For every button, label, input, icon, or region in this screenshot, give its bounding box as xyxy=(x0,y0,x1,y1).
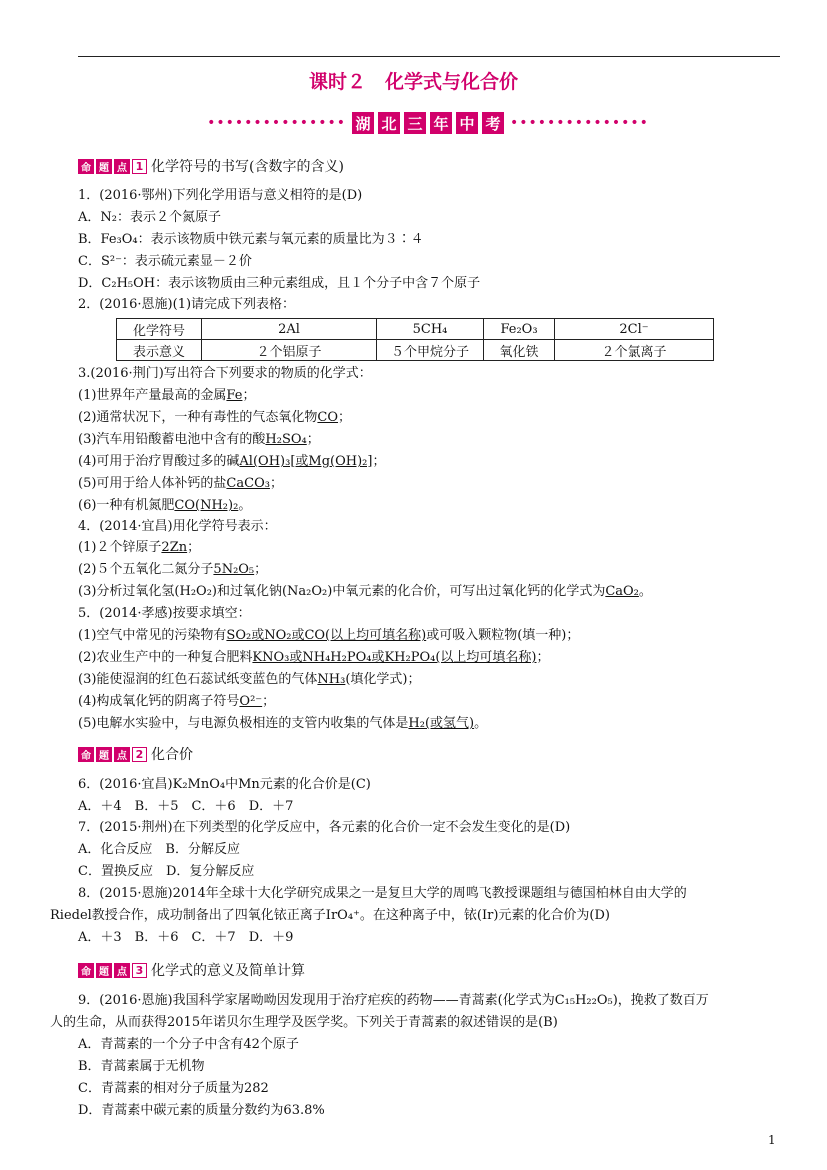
section-label: 化合价 xyxy=(151,747,193,763)
table-cell: 5CH₄ xyxy=(377,319,484,340)
table-cell: 表示意义 xyxy=(117,340,202,361)
question-8: 8．(2015·恩施)2014年全球十大化学研究成果之一是复旦大学的周鸣飞教授课题组与德国柏林自由大学的 xyxy=(78,886,687,901)
table-cell: 化学符号 xyxy=(117,319,202,340)
option-c: C．S²⁻：表示硫元素显－２价 xyxy=(78,254,252,269)
banner xyxy=(207,110,649,136)
section-tag-char: 点 xyxy=(114,963,130,978)
section-tag-char: 点 xyxy=(114,747,130,762)
banner-char: 考 xyxy=(482,112,504,134)
banner-char: 北 xyxy=(378,112,400,134)
section-header-2 xyxy=(78,744,193,764)
option-c: C．青蒿素的相对分子质量为282 xyxy=(78,1081,269,1096)
section-number: 1 xyxy=(132,159,147,174)
banner-char: 中 xyxy=(456,112,478,134)
section-tag-char: 题 xyxy=(96,159,112,174)
question-4: 4．(2014·宜昌)用化学符号表示： xyxy=(78,519,277,534)
answer-line: (2)通常状况下，一种有毒性的气态氧化物CO； xyxy=(78,410,352,425)
option-a: A．N₂：表示２个氮原子 xyxy=(78,210,221,225)
answer-line: (4)可用于治疗胃酸过多的碱Al(OH)₃[或Mg(OH)₂]； xyxy=(78,454,386,469)
table-cell: Fe₂O₃ xyxy=(484,319,555,340)
option-b: B．青蒿素属于无机物 xyxy=(78,1059,205,1074)
section-tag-char: 题 xyxy=(96,747,112,762)
answer-line: (1)空气中常见的污染物有SO₂或NO₂或CO(以上均可填名称)或可吸入颗粒物(填一种)； xyxy=(78,628,580,643)
question-6: 6．(2016·宜昌)K₂MnO₄中Mn元素的化合价是(C) xyxy=(78,777,371,792)
answer-line: (1)世界年产量最高的金属Fe； xyxy=(78,388,256,403)
section-tag-char: 命 xyxy=(78,963,94,978)
section-tag-char: 命 xyxy=(78,159,94,174)
banner-char: 年 xyxy=(430,112,452,134)
table-row xyxy=(117,340,714,361)
section-tag-char: 点 xyxy=(114,159,130,174)
answer-line: (3)分析过氧化氢(H₂O₂)和过氧化钠(Na₂O₂)中氧元素的化合价，可写出过氧化钙的化学式为CaO₂。 xyxy=(78,584,652,599)
answer-line: (1)２个锌原子2Zn； xyxy=(78,540,201,555)
question-7: 7．(2015·荆州)在下列类型的化学反应中，各元素的化合价一定不会发生变化的是(D) xyxy=(78,820,571,835)
section-label: 化学符号的书写(含数字的含义) xyxy=(151,159,344,175)
answer-line: (2)农业生产中的一种复合肥料KNO₃或NH₄H₂PO₄或KH₂PO₄(以上均可填名称)； xyxy=(78,650,550,665)
question-1: 1．(2016·鄂州)下列化学用语与意义相符的是(D) xyxy=(78,188,363,203)
answer-line: (2)５个五氧化二氮分子5N₂O₅； xyxy=(78,562,268,577)
question-8-cont: Riedel教授合作，成功制备出了四氧化铱正离子IrO₄⁺。在这种离子中，铱(Ir)元素的化合价为(D) xyxy=(50,908,610,923)
header-rule xyxy=(78,56,780,57)
question-5: 5．(2014·孝感)按要求填空： xyxy=(78,606,251,621)
page-title: 课时２ 化学式与化合价 xyxy=(308,71,518,93)
banner-char: 三 xyxy=(404,112,426,134)
banner-dots-right: ••••••••••••••• xyxy=(510,115,649,131)
section-header-1 xyxy=(78,156,344,176)
section-tag-char: 题 xyxy=(96,963,112,978)
table-cell: 2Al xyxy=(202,319,377,340)
section-label: 化学式的意义及简单计算 xyxy=(151,963,305,979)
answer-line: (3)能使湿润的红色石蕊试纸变蓝色的气体NH₃(填化学式)； xyxy=(78,672,421,687)
table-cell: ２个氯离子 xyxy=(555,340,714,361)
options: A．＋3 B．＋6 C．＋7 D．＋9 xyxy=(78,930,294,945)
answer-line: (6)一种有机氮肥CO(NH₂)₂。 xyxy=(78,498,252,513)
answer-line: (5)电解水实验中，与电源负极相连的支管内收集的气体是H₂(或氢气)。 xyxy=(78,716,488,731)
question-3: 3.(2016·荆门)写出符合下列要求的物质的化学式： xyxy=(78,366,372,381)
question-2: 2．(2016·恩施)(1)请完成下列表格： xyxy=(78,297,296,312)
table-cell: ５个甲烷分子 xyxy=(377,340,484,361)
table-cell: ２个铝原子 xyxy=(202,340,377,361)
section-number: 2 xyxy=(132,747,147,762)
option-d: D．青蒿素中碳元素的质量分数约为63.8% xyxy=(78,1103,325,1118)
question-9-cont: 人的生命，从而获得2015年诺贝尔生理学及医学奖。下列关于青蒿素的叙述错误的是(B) xyxy=(50,1015,558,1030)
section-header-3 xyxy=(78,960,305,980)
table-cell: 2Cl⁻ xyxy=(555,319,714,340)
table-cell: 氧化铁 xyxy=(484,340,555,361)
symbol-table xyxy=(116,318,714,361)
table-row xyxy=(117,319,714,340)
section-number: 3 xyxy=(132,963,147,978)
answer-line: (5)可用于给人体补钙的盐CaCO₃； xyxy=(78,476,283,491)
options: C．置换反应 D．复分解反应 xyxy=(78,864,255,879)
options: A．＋4 B．＋5 C．＋6 D．＋7 xyxy=(78,799,294,814)
banner-char: 湖 xyxy=(352,112,374,134)
banner-dots-left: ••••••••••••••• xyxy=(207,115,346,131)
option-d: D．C₂H₅OH：表示该物质由三种元素组成，且１个分子中含７个原子 xyxy=(78,276,481,291)
answer-line: (4)构成氧化钙的阴离子符号O²⁻； xyxy=(78,694,276,709)
option-a: A．青蒿素的一个分子中含有42个原子 xyxy=(78,1037,299,1052)
question-9: 9．(2016·恩施)我国科学家屠呦呦因发现用于治疗疟疾的药物——青蒿素(化学式为C₁₅H₂₂O₅)，挽救了数百万 xyxy=(78,993,709,1008)
options: A．化合反应 B．分解反应 xyxy=(78,842,240,857)
page-number: 1 xyxy=(768,1133,776,1147)
section-tag-char: 命 xyxy=(78,747,94,762)
answer-line: (3)汽车用铅酸蓄电池中含有的酸H₂SO₄； xyxy=(78,432,320,447)
option-b: B．Fe₃O₄：表示该物质中铁元素与氧元素的质量比为３∶４ xyxy=(78,232,424,247)
